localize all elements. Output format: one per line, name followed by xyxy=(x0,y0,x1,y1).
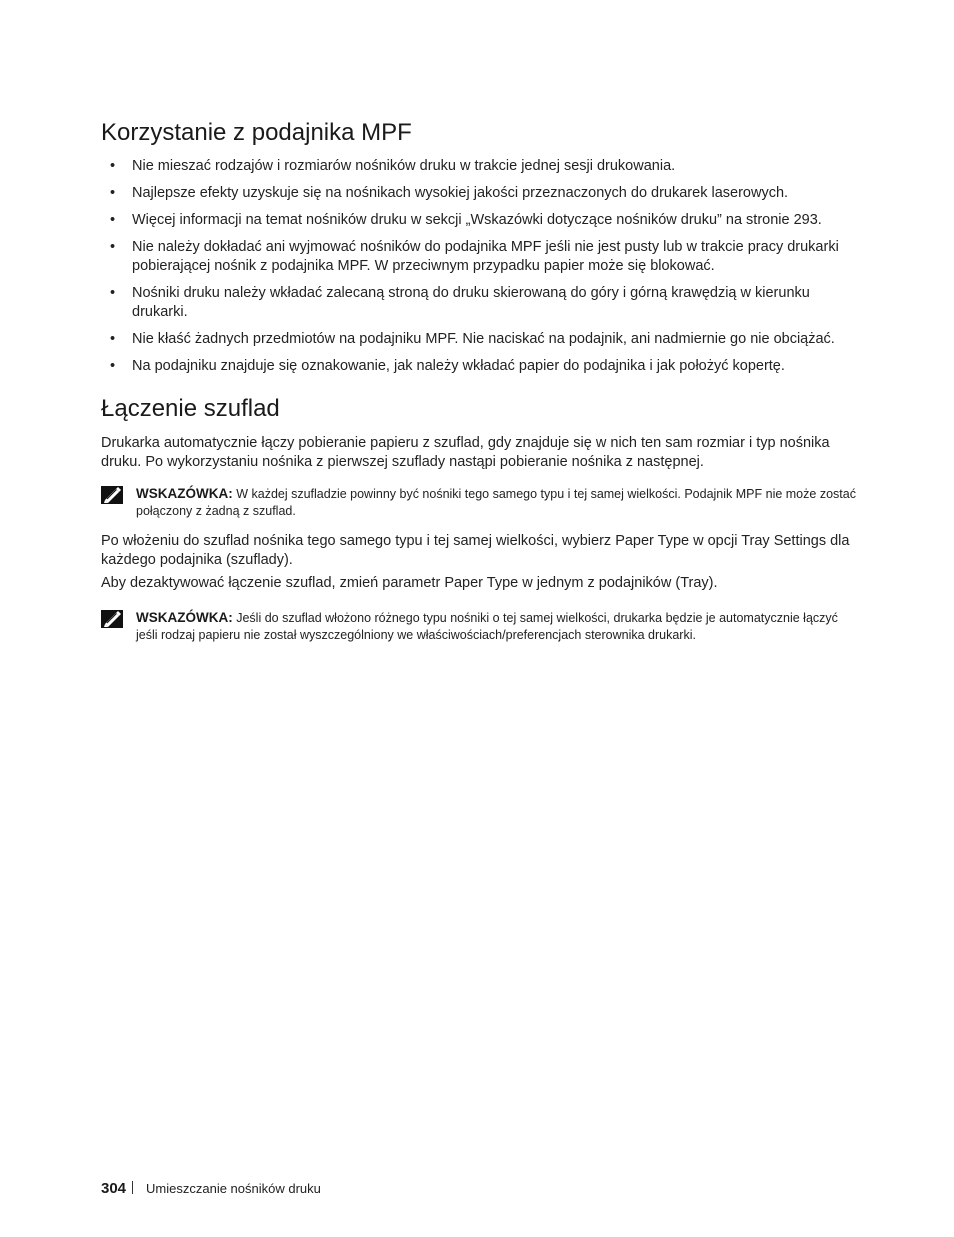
note-pencil-icon xyxy=(101,610,123,628)
mpf-guidelines-list xyxy=(101,157,861,376)
note-box xyxy=(101,485,861,520)
list-item-text: Nie należy dokładać ani wyjmować nośników do podajnika MPF jeśli nie jest pusty lub w trakcie pracy drukarki pobierającej nośnik z podajnika MPF. W przeciwnym przypadku papier może się blokować. xyxy=(132,239,839,274)
list-item xyxy=(101,211,861,230)
bullet-marker: • xyxy=(110,158,116,174)
list-item xyxy=(101,284,861,322)
list-item xyxy=(101,157,861,176)
note-label: WSKAZÓWKA: xyxy=(136,610,233,625)
note-text xyxy=(136,485,861,520)
intro-paragraph: Drukarka automatycznie łączy pobieranie papieru z szuflad, gdy znajduje się w nich ten sam rozmiar i typ nośnika druku. Po wykorzystaniu nośnika z pierwszej szuflady nastąpi pobieranie nośnika z następnej. xyxy=(101,435,830,470)
paragraph: Aby dezaktywować łączenie szuflad, zmień parametr Paper Type w jednym z podajników (Tray). xyxy=(101,575,718,591)
list-item xyxy=(101,357,861,376)
bullet-marker: • xyxy=(110,285,116,301)
list-item xyxy=(101,330,861,349)
bullet-marker: • xyxy=(110,185,116,201)
note-box xyxy=(101,609,861,644)
list-item-text: Nie kłaść żadnych przedmiotów na podajniku MPF. Nie naciskać na podajnik, ani nadmiernie go nie obciążać. xyxy=(132,331,835,347)
page-footer xyxy=(101,1178,321,1199)
list-item xyxy=(101,238,861,276)
section-title-mpf: Korzystanie z podajnika MPF xyxy=(101,119,412,146)
list-item xyxy=(101,184,861,203)
list-item-text: Na podajniku znajduje się oznakowanie, jak należy wkładać papier do podajnika i jak położyć kopertę. xyxy=(132,358,785,374)
paragraph: Po włożeniu do szuflad nośnika tego samego typu i tej samej wielkości, wybierz Paper Type w opcji Tray Settings dla każdego podajnika (szuflady). xyxy=(101,533,850,568)
bullet-marker: • xyxy=(110,331,116,347)
note-body: Jeśli do szuflad włożono różnego typu nośniki o tej samej wielkości, drukarka będzie je automatycznie łączyć jeśli rodzaj papieru nie został wyszczególniony we właściwościach/preferencjach sterownika drukarki. xyxy=(136,611,838,642)
note-pencil-icon xyxy=(101,486,123,504)
footer-divider xyxy=(132,1181,133,1194)
bullet-marker: • xyxy=(110,239,116,255)
note-label: WSKAZÓWKA: xyxy=(136,486,233,501)
page-content xyxy=(101,118,861,656)
bullet-marker: • xyxy=(110,212,116,228)
list-item-text: Najlepsze efekty uzyskuje się na nośnikach wysokiej jakości przeznaczonych do drukarek laserowych. xyxy=(132,185,789,201)
note-body: W każdej szufladzie powinny być nośniki tego samego typu i tej samej wielkości. Podajnik MPF nie może zostać połączony z żadną z szuflad. xyxy=(136,487,856,518)
list-item-text: Więcej informacji na temat nośników druku w sekcji „Wskazówki dotyczące nośników druku” na stronie 293. xyxy=(132,212,822,228)
footer-chapter-title: Umieszczanie nośników druku xyxy=(146,1181,321,1196)
list-item-text: Nośniki druku należy wkładać zalecaną stroną do druku skierowaną do góry i górną krawędzią w kierunku drukarki. xyxy=(132,285,810,320)
section-title-tray-linking: Łączenie szuflad xyxy=(101,395,280,422)
list-item-text: Nie mieszać rodzajów i rozmiarów nośników druku w trakcie jednej sesji drukowania. xyxy=(132,158,676,174)
note-text xyxy=(136,609,861,644)
page-number: 304 xyxy=(101,1180,127,1197)
bullet-marker: • xyxy=(110,358,116,374)
